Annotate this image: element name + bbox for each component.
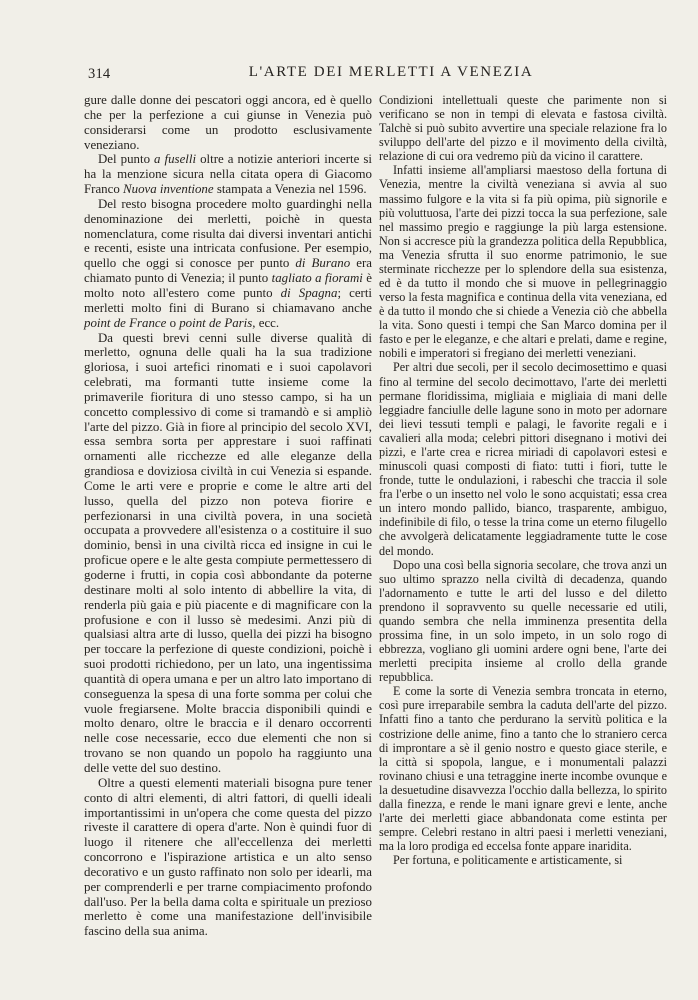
italic-text: point de France — [84, 315, 167, 330]
text-run: ; certi merletti molto fini di Burano si chiamavano anche — [84, 285, 373, 315]
text-run: E come la sorte di Venezia sembra troncata in eterno, così pure irreparabile sembra la caduta dell'arte del pizzo. Infatti fino a tanto che perdurano la servitù politica e la costrizione delle anime, fino a tanto che lo straniero cerca di improntare a sè il genio nostro e questo giace sterile, e la città si spopola, langue, e i monumentali palazzi rovinano chiusi e una tetraggine inerte incombe ovunque e la desuetudine disavvezza l'occhio dalla bellezza, lo spirito dalla finezza, e rende le mani ignare grevi e lente, anche l'arte dei merletti giace abbandonata come estinta per sempre. Celebri restano in altri paesi i merletti veneziani, ma la loro prodiga ed eccelsa fonte appare inaridita. — [379, 684, 667, 854]
paragraph — [84, 331, 372, 776]
text-run: o — [166, 315, 180, 330]
paragraph — [84, 197, 372, 331]
text-run: stampata a Venezia nel 1596. — [213, 182, 367, 197]
page-header — [88, 60, 666, 86]
text-run: gure dalle donne dei pescatori oggi ancora, ed è quello che per la perfezione a cui giunse in Venezia può considerarsi come un prodotto esclusivamente veneziano. — [84, 93, 372, 152]
text-run: Oltre a questi elementi materiali bisogna pure tener conto di altri elementi, di altri fattori, di quelli ideali importantissimi in un'opera che come questa del pizzo riveste il carattere di opera d'arte. Non è quindi fuor di luogo il ritenere che all'eccellenza dei merletti concorrono e l'ispirazione artistica e un alto senso decorativo e un gusto raffinato non solo per idearli, ma per comprenderli e per trarne compiacimento profondo dall'uso. Per la bella dama colta e spirituale un prezioso merletto è come una manifestazione dell'invisibile fascino della sua anima. — [84, 775, 372, 939]
left-text-column — [84, 93, 372, 939]
text-run: Dopo una così bella signoria secolare, che trova anzi un suo ultimo sprazzo nella civiltà di decadenza, quando l'adornamento e tutte le arti del lusso e del diletto prendono il sopravvento su quelle necessarie ed utili, quando sembra che nella imminenza presentita della prossima fine, in un solo impeto, in un solo rogo di ebbrezza, vogliano gli uomini ardere ogni bene, l'arte dei merletti precipita insieme al crollo della grande repubblica. — [379, 557, 667, 685]
text-run: Infatti insieme all'ampliarsi maestoso della fortuna di Venezia, mentre la civiltà veneziana si avvia al suo massimo fulgore e la vita si fa più opima, più signorile e più voluttuosa, l'arte dei pizzi tocca la sua perfezione, sale nel massimo pregio e raggiunge la più larga estensione. Non si accresce più la grandezza politica della Repubblica, ma Venezia sfrutta il suo enorme patrimonio, le sue sterminate ricchezze per lo splendore della sua esistenza, ed è da tutto il mondo che si muove in pellegrinaggio verso la festa magnifica e continua della vita veneziana, ed è da tutto il mondo che si chiede a Venezia ciò che abbella la vita. Sono questi i tempi che San Marco domina per il fasto e per le eleganze, e che altari e prelati, dame e regine, nobili e imperatori si fregiano dei merletti veneziani. — [379, 163, 667, 361]
paragraph — [379, 558, 667, 685]
italic-text: tagliato a fiorami — [271, 271, 363, 286]
paragraph — [84, 93, 372, 152]
text-run: Per altri due secoli, per il secolo decimosettimo e quasi fino al termine del secolo decimottavo, l'arte dei merletti permane floridissima, migliaia e migliaia di mani delle leggiadre fanciulle delle lagune sono in moto per adornare dei lievi tessuti templi e palagi, le favorite regali e i cavalieri alla moda; celebri pittori disegnano i motivi dei pizzi, e l'arte crea e ricrea miriadi di capolavori estesi e minuscoli quasi composti di fiato: tutti i fiori, tutte le fronde, tutte le ondulazioni, i rabeschi che traccia il sole fra l'erbe o un insetto nel volo le sono acquistati; essa crea un intero mondo pallido, bianco, trasparente, ambiguo, indefinibile di filo, o tesse la trina come un eterno filugello che avvolgerà delicatamente leggiadramente tutte le cose del mondo. — [379, 360, 667, 558]
text-run: Per fortuna, e politicamente e artisticamente, si — [393, 853, 623, 868]
paragraph — [379, 163, 667, 360]
italic-text: point de Paris — [179, 315, 253, 330]
italic-text: di Burano — [295, 256, 351, 271]
text-run: era chiamato punto di Venezia; il punto — [84, 256, 372, 286]
paragraph — [84, 776, 372, 939]
page-number: 314 — [88, 66, 111, 82]
right-text-column — [379, 93, 667, 867]
paragraph — [84, 152, 372, 197]
text-run: Condizioni intellettuali queste che parimente non si verificano se non in tempi di elevata e fastosa civiltà. Talchè si può subito avvertire una speciale relazione fra lo sviluppo dell'arte del pizzo e il movimento della civiltà, relazione di cui ora vedremo più da vicino il carattere. — [379, 93, 667, 164]
italic-text: Nuova inventione — [123, 182, 214, 197]
text-run: Del resto bisogna procedere molto guardinghi nella denominazione dei merletti, poichè in questa nomenclatura, come risulta dai diversi inventari antichi e recenti, esiste una intricata confusione. Per esempio, quello che oggi si conosce per punto — [84, 196, 372, 271]
text-run: Del punto — [98, 152, 155, 167]
italic-text: di Spagna — [280, 285, 338, 300]
running-title: L'ARTE DEI MERLETTI A VENEZIA — [248, 64, 534, 80]
text-run: è molto noto all'estero come punto — [84, 271, 372, 300]
text-run: , ecc. — [252, 315, 280, 330]
paragraph — [379, 684, 667, 853]
paragraph — [379, 360, 667, 557]
text-run: Da questi brevi cenni sulle diverse qualità di merletto, ognuna delle quali ha la sua tradizione gloriosa, i suoi artefici rinomati e i suoi capolavori celebrati, ma formanti tutte insieme come la primaverile fioritura di uno stesso campo, si ha un concetto complessivo di come si tramandò e si ampliò l'arte del pizzo. Già in fiore al principio del secolo XVI, essa sembra sorta per apprestare i suoi raffinati ornamenti alle ricchezze ed alle eleganze della grandiosa e doviziosa civiltà in cui Venezia si espande. Come le arti vere e proprie e come le altre arti del lusso, quella del pizzo non poteva fiorire e perfezionarsi in una civiltà povera, in una società occupata a provvedere all'esistenza o a costituire il suo dominio, bensì in una civiltà ricca ed insigne in cui le proficue opere e le alte gesta compiute permettessero di goderne i frutti, in copia così abbondante da poterne destinare molti al solo intento di abbellire la vita, di renderla più gaia e più piacente e di magnificare con la profusione e con il lusso sè medesimi. Anzi più di qualsiasi altra arte di lusso, quella dei pizzi ha bisogno per toccare la perfezione di queste condizioni, poichè i suoi prodotti richiedono, per un lato, una ingentissima quantità di opera umana e per un altro lato importano di conseguenza la spesa di una forte somma per colui che vuole fregiarsene. Molte braccia disponibili quindi e molto denaro, oltre le braccia e il denaro occorrenti nelle cose necessarie, ecco due elementi che non si trovano se non quando un popolo ha raggiunto una delle vette del suo destino. — [84, 330, 372, 775]
paragraph — [379, 93, 667, 163]
italic-text: a fuselli — [154, 152, 197, 167]
text-run: oltre a notizie anteriori incerte si ha la menzione sicura nella citata opera di Giacomo Franco — [84, 152, 372, 197]
paragraph — [379, 853, 667, 867]
